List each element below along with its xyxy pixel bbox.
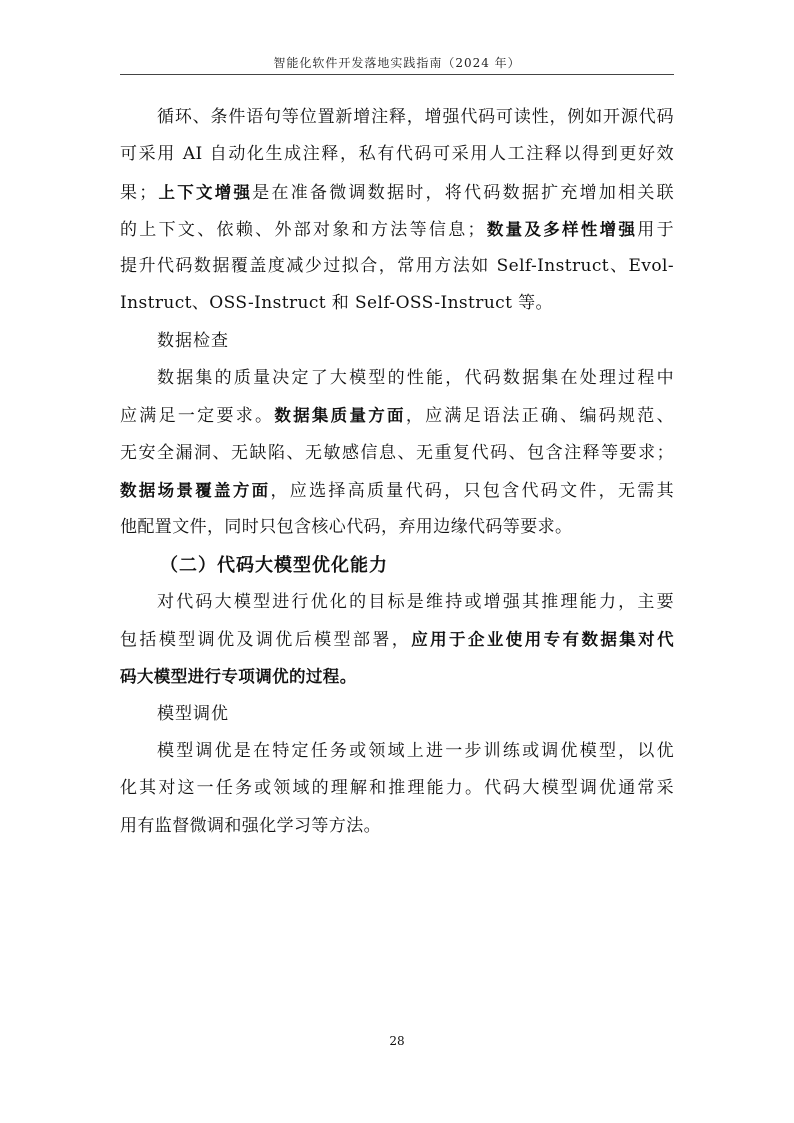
paragraph-line: 化其对这一任务或领域的理解和推理能力。代码大模型调优通常采 (120, 778, 674, 799)
paragraph-line: 无安全漏洞、无缺陷、无敏感信息、无重复代码、包含注释等要求； (120, 442, 674, 463)
text-span: 果； (120, 182, 157, 203)
bold-term: 码大模型进行专项调优的过程。 (120, 667, 357, 687)
paragraph-line: 可采用 AI 自动化生成注释，私有代码可采用人工注释以得到更好效 (120, 144, 674, 165)
paragraph-line (120, 397, 674, 434)
text-span: 是在准备微调数据时，将代码数据扩充增加相关联 (252, 182, 674, 203)
text-span: ，应满足语法正确、编码规范、 (405, 406, 674, 427)
text-span: ，应选择高质量代码，只包含代码文件，无需其 (270, 480, 675, 501)
paragraph-line (120, 174, 674, 211)
bold-term: 数量及多样性增强 (484, 219, 638, 239)
text-span: 应满足一定要求。 (120, 406, 275, 427)
bold-term: 数据场景覆盖方面 (120, 480, 271, 500)
paragraph-line: 循环、条件语句等位置新增注释，增强代码可读性，例如开源代码 (157, 107, 674, 127)
section-heading: （二）代码大模型优化能力 (160, 554, 388, 576)
page-content (120, 99, 674, 845)
bold-term: 应用于企业使用专有数据集对代 (411, 630, 675, 650)
paragraph-line: 对代码大模型进行优化的目标是维持或增强其推理能力，主要 (157, 591, 674, 612)
text-span: 包括模型调优及调优后模型部署， (120, 630, 412, 651)
paragraph-line: Instruct、OSS-Instruct 和 Self-OSS-Instruct 等。 (120, 293, 553, 314)
paragraph-line (120, 621, 674, 658)
paragraph-line: 用有监督微调和强化学习等方法。 (120, 815, 381, 836)
paragraph-line (120, 658, 674, 695)
paragraph-line: 提升代码数据覆盖度减少过拟合，常用方法如 Self-Instruct、Evol- (120, 256, 674, 277)
paragraph-line: 模型调优是在特定任务或领域上进一步训练或调优模型，以优 (157, 741, 674, 762)
paragraph-line (120, 472, 674, 509)
running-header: 智能化软件开发落地实践指南（2024 年） (273, 56, 521, 70)
subsection-heading: 模型调优 (157, 703, 229, 724)
text-span: 用于 (637, 219, 674, 240)
paragraph-line: 数据集的质量决定了大模型的性能，代码数据集在处理过程中 (157, 368, 674, 389)
header-rule (120, 74, 674, 75)
text-span: 的上下文、依赖、外部对象和方法等信息； (120, 219, 485, 240)
paragraph-line (120, 211, 674, 248)
bold-term: 数据集质量方面 (274, 406, 406, 426)
bold-term: 上下文增强 (156, 182, 253, 202)
paragraph-line: 他配置文件，同时只包含核心代码，弃用边缘代码等要求。 (120, 517, 573, 538)
subsection-heading: 数据检查 (157, 330, 229, 351)
page-number: 28 (389, 1034, 405, 1048)
